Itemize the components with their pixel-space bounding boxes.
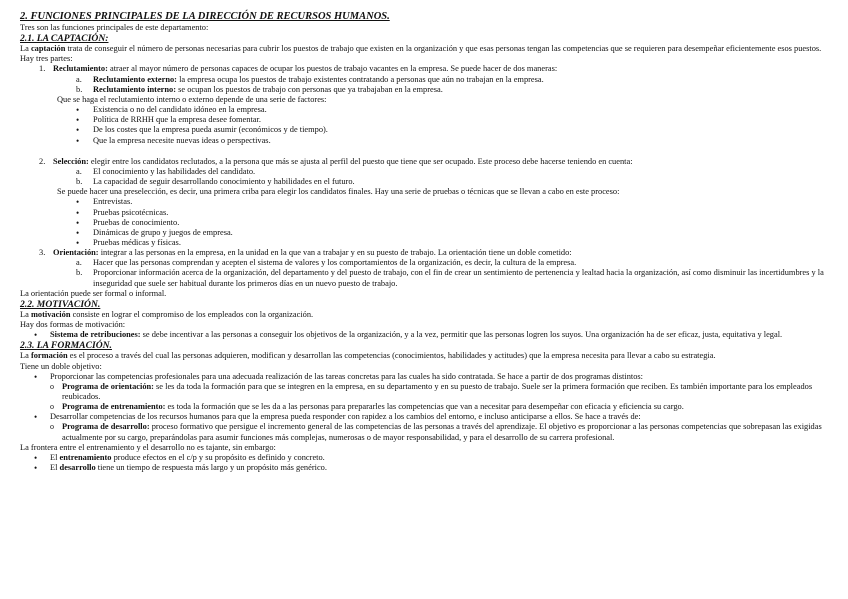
sub-bullet-item: o Programa de entrenamiento: es toda la formación que se les da a las personas para prepararles las competencias que van a necesitar para desempeñar con eficacia y eficiencia su cargo. [50,402,684,412]
section-heading-motivacion: 2.2. MOTIVACIÓN. [20,298,101,310]
paragraph-hay-tres: Hay tres partes: [20,54,73,64]
paragraph-formacion: La formación es el proceso a través del cual las personas adquieren, modifican y desarrollan las competencias (conocimientos, habilidades y actitudes) que la empresa necesita para llevar a cabo su estrategia. [20,351,716,361]
paragraph-captacion: La captación trata de conseguir el número de personas necesarias para cubrir los puestos de trabajo que existen en la organización y que esas personas tengan las competencias que se requieren para desempeñar eficientemente esos puestos. [20,44,822,54]
paragraph-formas-motivacion: Hay dos formas de motivación: [20,320,126,330]
sub-bullet-item: o Programa de desarrollo: proceso formativo que persigue el incremento general de las competencias de las personas a través del aprendizaje. El objetivo es proporcionar a las personas competencias que sobrepasan las exigidas actualmente por su cargo, preparándolas para asumir funciones más complejas, numerosas o de mayor responsabilidad, y para el desarrollo de su carrera profesional. [50,422,822,442]
bullet-item: • De los costes que la empresa pueda asumir (económicos y de tiempo). [76,125,328,136]
sublist-item: a. Hacer que las personas comprendan y acepten el sistema de valores y los comportamientos de la organización, es decir, la cultura de la empresa. [76,258,577,268]
paragraph-factores: Que se haga el reclutamiento interno o externo depende de una serie de factores: [57,94,327,104]
list-item-reclutamiento: 1. Reclutamiento: atraer al mayor número de personas capaces de ocupar los puestos de trabajo vacantes en la empresa. Se puede hacer de dos maneras: [39,64,558,74]
bullet-item: • El entrenamiento produce efectos en el c/p y su propósito es definido y concreto. [34,452,325,463]
bullet-item: • Existencia o no del candidato idóneo en la empresa. [76,105,267,116]
bullet-item: • Pruebas de conocimiento. [76,217,180,228]
paragraph-doble-objetivo: Tiene un doble objetivo: [20,361,102,371]
bullet-item: • Desarrollar competencias de los recursos humanos para que la empresa pueda responder con rapidez a los cambios del entorno, e incluso anticiparse a ellos. Se hace a través de: [34,412,641,423]
page-title: 2. FUNCIONES PRINCIPALES DE LA DIRECCIÓN DE RECURSOS HUMANOS. [20,11,390,22]
sublist-item: b. Proporcionar información acerca de la organización, del departamento y del puesto de trabajo, con el fin de crear un sentimiento de pertenencia y lealtad hacia la organización, así como disminuir las incertidumbres y la inseguridad que suele ser habitual durante los primeros días en un nuevo puesto de trabajo. [76,268,824,288]
bullet-item: • Dinámicas de grupo y juegos de empresa. [76,227,233,238]
section-heading-formacion: 2.3. LA FORMACIÓN. [20,340,112,352]
list-item-seleccion: 2. Selección: elegir entre los candidatos reclutados, a la persona que más se ajusta al perfil del puesto que tiene que ser ocupado. Este proceso debe hacerse teniendo en cuenta: [39,156,633,166]
bullet-item: • El desarrollo tiene un tiempo de respuesta más largo y un propósito más genérico. [34,463,327,474]
sublist-item: a. El conocimiento y las habilidades del candidato. [76,166,256,176]
paragraph-frontera: La frontera entre el entrenamiento y el desarrollo no es tajante, sin embargo: [20,442,276,452]
bullet-item-retribuciones: • Sistema de retribuciones: se debe incentivar a las personas a conseguir los objetivos de la organización, y a la vez, permitir que las personas logren los suyos. Una organización ha de ser eficaz, justa, equitativa y legal. [34,330,783,341]
sublist-item: b. La capacidad de seguir desarrollando conocimiento y habilidades en el futuro. [76,177,355,187]
bullet-item: • Proporcionar las competencias profesionales para una adecuada realización de las tareas concretas para las cuales ha sido contratada. Se hace a partir de dos programas distintos: [34,371,643,382]
bullet-item: • Entrevistas. [76,197,133,208]
section-heading-captacion: 2.1. LA CAPTACIÓN: [20,33,109,45]
sub-bullet-item: o Programa de orientación: se les da toda la formación para que se integren en la empresa, en su departamento y en su puesto de trabajo. Suele ser la primera formación que reciben. Es también importante para los empleados reubicados. [50,381,813,401]
intro-text: Tres son las funciones principales de este departamento: [20,23,209,32]
sublist-item: a. Reclutamiento externo: la empresa ocupa los puestos de trabajo existentes contratando a personas que aún no trabajan en la empresa. [76,74,544,84]
bullet-item: • Pruebas psicotécnicas. [76,207,169,218]
sublist-item: b. Reclutamiento interno: se ocupan los puestos de trabajo con personas que ya trabajaban en la empresa. [76,84,443,94]
bullet-item: • Que la empresa necesite nuevas ideas o perspectivas. [76,135,271,146]
paragraph-preseleccion: Se puede hacer una preselección, es decir, una primera criba para elegir los candidatos finales. Hay una serie de pruebas o técnicas que se llevan a cabo en este proceso: [57,187,620,197]
list-item-orientacion: 3. Orientación: integrar a las personas en la empresa, en la unidad en la que van a trabajar y en su puesto de trabajo. La orientación tiene un doble cometido: [39,248,572,258]
bullet-item: • Pruebas médicas y físicas. [76,237,181,248]
paragraph-orientacion-formal: La orientación puede ser formal o informal. [20,288,167,298]
paragraph-motivacion: La motivación consiste en lograr el compromiso de los empleados con la organización. [20,309,314,319]
bullet-item: • Política de RRHH que la empresa desee fomentar. [76,115,261,126]
